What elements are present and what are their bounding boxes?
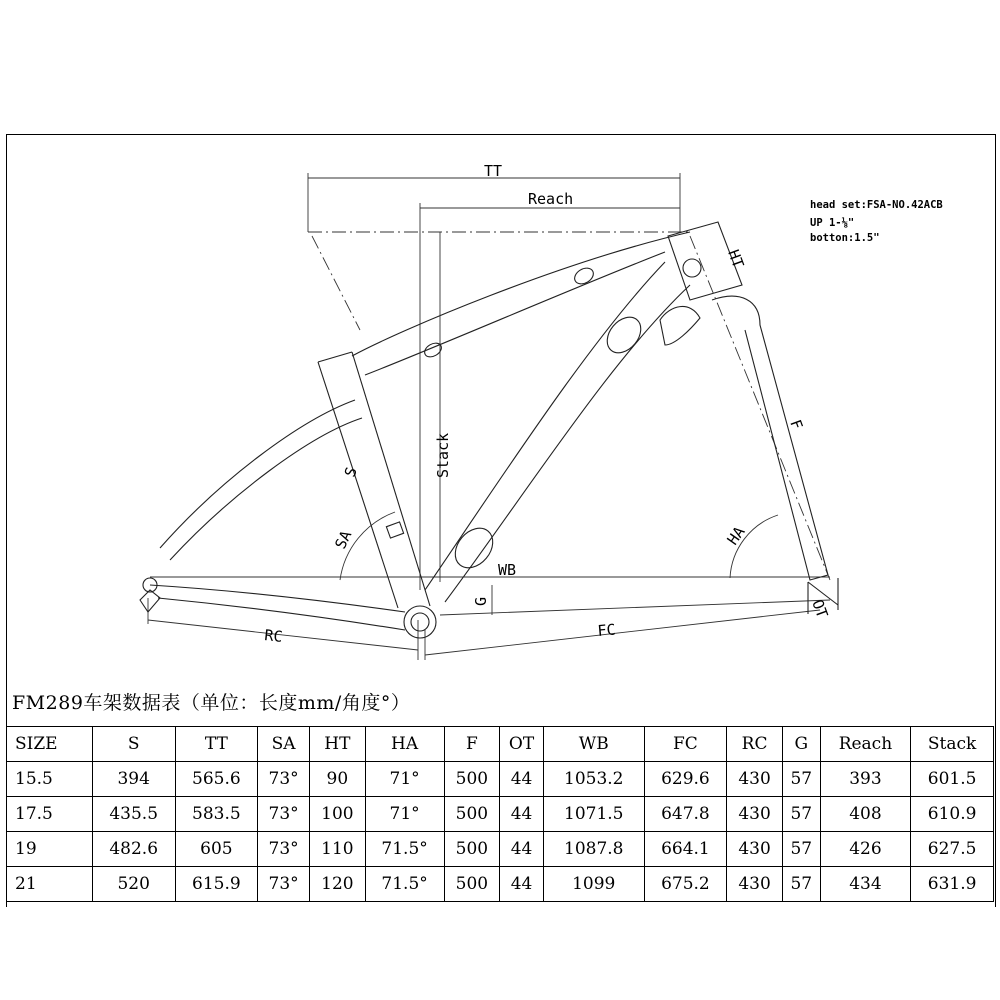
label-stack: Stack: [434, 432, 452, 478]
header-cell: RC: [727, 727, 783, 762]
label-fc: FC: [596, 620, 617, 640]
dimension-labels: [264, 162, 832, 646]
label-f: F: [786, 417, 807, 432]
table-cell: 629.6: [644, 762, 727, 797]
header-cell: SA: [258, 727, 310, 762]
table-cell: 605: [175, 832, 258, 867]
table-cell: 500: [444, 797, 500, 832]
table-cell: 482.6: [92, 832, 175, 867]
label-wb: WB: [498, 561, 517, 579]
table-cell: 17.5: [7, 797, 93, 832]
label-sa: SA: [331, 527, 356, 552]
table-cell: 430: [727, 762, 783, 797]
table-cell: 675.2: [644, 867, 727, 902]
table-cell: 565.6: [175, 762, 258, 797]
header-cell: Stack: [911, 727, 994, 762]
table-cell: 520: [92, 867, 175, 902]
table-cell: 610.9: [911, 797, 994, 832]
table-cell: 500: [444, 832, 500, 867]
header-cell: WB: [543, 727, 644, 762]
table-cell: 19: [7, 832, 93, 867]
label-ha: HA: [723, 523, 749, 549]
table-title: FM289车架数据表（单位：长度mm/角度°）: [12, 692, 411, 714]
table-cell: 408: [820, 797, 911, 832]
table-cell: 44: [500, 762, 544, 797]
table-cell: 393: [820, 762, 911, 797]
note-headset: head set:FSA-NO.42ACB: [810, 199, 943, 211]
table-cell: 73°: [258, 797, 310, 832]
table-cell: 44: [500, 867, 544, 902]
table-cell: 73°: [258, 832, 310, 867]
table-cell: 601.5: [911, 762, 994, 797]
table-cell: 1053.2: [543, 762, 644, 797]
table-header-row: [7, 727, 994, 762]
table-cell: 1099: [543, 867, 644, 902]
frame-geometry-diagram: [0, 134, 1000, 664]
table-cell: 44: [500, 797, 544, 832]
table-cell: 110: [310, 832, 366, 867]
label-ht: HT: [724, 247, 748, 271]
table-cell: 71.5°: [365, 867, 444, 902]
table-cell: 434: [820, 867, 911, 902]
table-cell: 430: [727, 832, 783, 867]
table-cell: 44: [500, 832, 544, 867]
header-cell: G: [782, 727, 820, 762]
table-cell: 57: [782, 832, 820, 867]
table-cell: 73°: [258, 867, 310, 902]
table-cell: 664.1: [644, 832, 727, 867]
table-cell: 394: [92, 762, 175, 797]
note-up: UP 1-⅛": [810, 217, 855, 229]
table-cell: 71°: [365, 797, 444, 832]
table-cell: 500: [444, 762, 500, 797]
table-cell: 430: [727, 797, 783, 832]
table-cell: 1087.8: [543, 832, 644, 867]
header-cell: SIZE: [7, 727, 93, 762]
header-cell: HT: [310, 727, 366, 762]
table-cell: 100: [310, 797, 366, 832]
table-cell: 631.9: [911, 867, 994, 902]
table-cell: 426: [820, 832, 911, 867]
table-cell: 57: [782, 797, 820, 832]
table-cell: 57: [782, 867, 820, 902]
header-cell: HA: [365, 727, 444, 762]
table-cell: 627.5: [911, 832, 994, 867]
label-tt: TT: [484, 162, 503, 180]
header-cell: OT: [500, 727, 544, 762]
label-s: S: [340, 464, 361, 480]
table-cell: 15.5: [7, 762, 93, 797]
table-cell: 57: [782, 762, 820, 797]
table-cell: 90: [310, 762, 366, 797]
table-cell: 120: [310, 867, 366, 902]
note-bottom: botton:1.5": [810, 232, 880, 244]
frame-drawing: [140, 222, 838, 638]
headset-notes: [810, 199, 943, 244]
table-cell: 647.8: [644, 797, 727, 832]
label-ot: OT: [808, 597, 832, 621]
table-row: [7, 797, 994, 832]
table-cell: 500: [444, 867, 500, 902]
table-cell: 71°: [365, 762, 444, 797]
table-cell: 21: [7, 867, 93, 902]
header-cell: Reach: [820, 727, 911, 762]
header-cell: FC: [644, 727, 727, 762]
header-cell: TT: [175, 727, 258, 762]
table-cell: 71.5°: [365, 832, 444, 867]
table-row: [7, 832, 994, 867]
table-row: [7, 762, 994, 797]
table-cell: 615.9: [175, 867, 258, 902]
table-cell: 73°: [258, 762, 310, 797]
header-cell: F: [444, 727, 500, 762]
table-row: [7, 867, 994, 902]
table-cell: 430: [727, 867, 783, 902]
table-cell: 435.5: [92, 797, 175, 832]
geometry-table: [6, 726, 994, 902]
table-cell: 1071.5: [543, 797, 644, 832]
label-g: G: [472, 596, 490, 606]
label-rc: RC: [263, 626, 284, 646]
table-cell: 583.5: [175, 797, 258, 832]
label-reach: Reach: [528, 190, 574, 208]
header-cell: S: [92, 727, 175, 762]
